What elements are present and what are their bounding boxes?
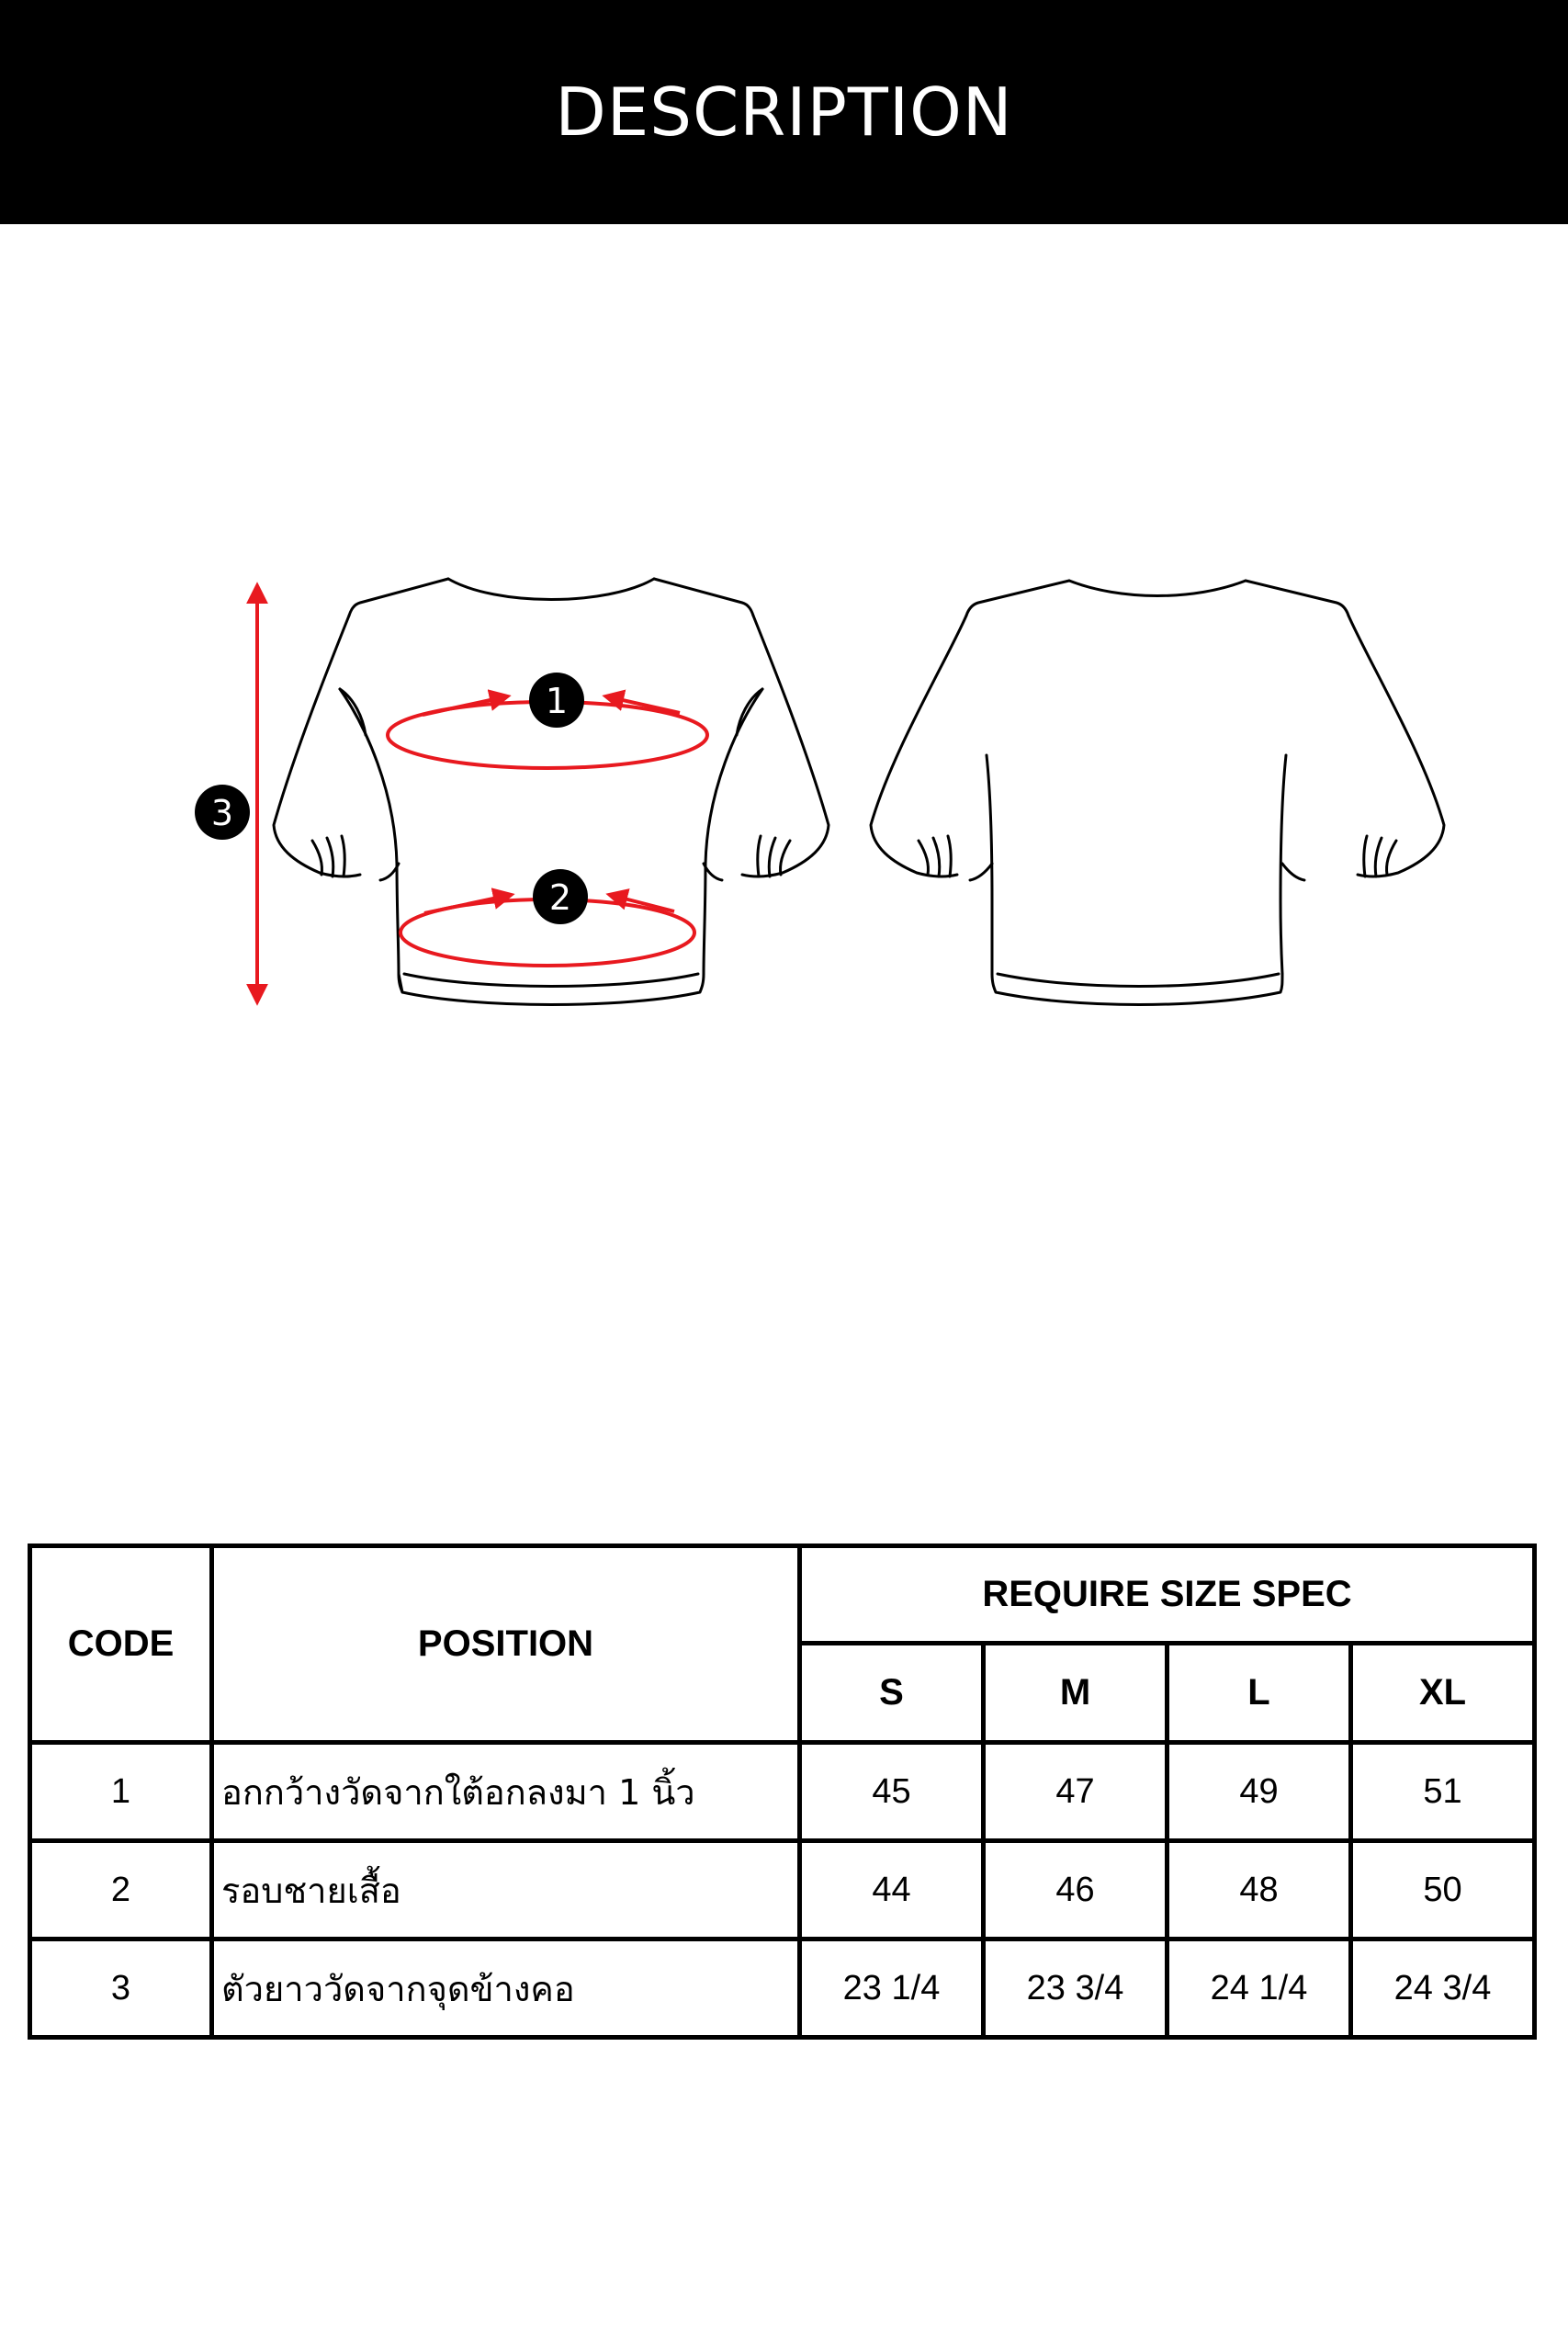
row-value-s: 45 xyxy=(800,1743,984,1841)
hem-measurement xyxy=(400,869,694,966)
header-code: CODE xyxy=(30,1546,212,1743)
row-value-s: 23 1/4 xyxy=(800,1939,984,2038)
garment-diagram xyxy=(0,514,1568,1047)
row-value-l: 24 1/4 xyxy=(1168,1939,1351,2038)
row-code: 1 xyxy=(30,1743,212,1841)
row-code: 3 xyxy=(30,1939,212,2038)
row-position: ตัวยาววัดจากจุดข้างคอ xyxy=(212,1939,800,2038)
marker-2: 2 xyxy=(548,877,572,918)
marker-1: 1 xyxy=(545,681,569,721)
chest-measurement xyxy=(388,673,707,768)
row-value-m: 47 xyxy=(984,1743,1168,1841)
row-value-xl: 51 xyxy=(1351,1743,1535,1841)
table-row xyxy=(30,1743,1535,1841)
row-value-s: 44 xyxy=(800,1841,984,1939)
header-require-size-spec: REQUIRE SIZE SPEC xyxy=(800,1546,1535,1644)
row-position: รอบชายเสื้อ xyxy=(212,1841,800,1939)
table-row xyxy=(30,1939,1535,2038)
row-value-m: 46 xyxy=(984,1841,1168,1939)
row-position: อกกว้างวัดจากใต้อกลงมา 1 นิ้ว xyxy=(212,1743,800,1841)
marker-3: 3 xyxy=(210,793,234,833)
row-value-l: 49 xyxy=(1168,1743,1351,1841)
back-view-shirt xyxy=(871,581,1444,1005)
row-value-l: 48 xyxy=(1168,1841,1351,1939)
table-row xyxy=(30,1841,1535,1939)
header-size-s: S xyxy=(800,1644,984,1743)
row-value-xl: 24 3/4 xyxy=(1351,1939,1535,2038)
row-code: 2 xyxy=(30,1841,212,1939)
header-banner xyxy=(0,0,1568,224)
size-spec-table xyxy=(28,1544,1537,2040)
row-value-m: 23 3/4 xyxy=(984,1939,1168,2038)
header-size-m: M xyxy=(984,1644,1168,1743)
header-position: POSITION xyxy=(212,1546,800,1743)
header-size-l: L xyxy=(1168,1644,1351,1743)
row-value-xl: 50 xyxy=(1351,1841,1535,1939)
length-measurement xyxy=(195,586,257,1001)
header-size-xl: XL xyxy=(1351,1644,1535,1743)
page-title: DESCRIPTION xyxy=(555,74,1013,151)
front-view-shirt xyxy=(274,579,829,1005)
